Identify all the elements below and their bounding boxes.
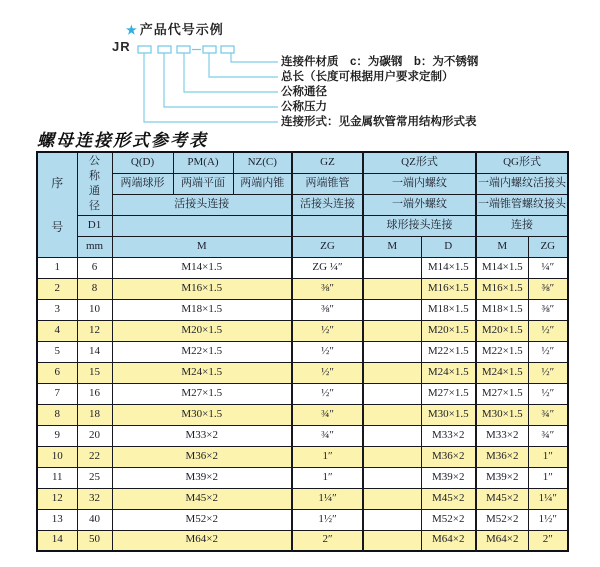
cell-nominal-diameter: 18	[77, 404, 112, 425]
cell-qg-zg: ¾″	[528, 425, 568, 446]
cell-qz-m	[363, 341, 421, 362]
table-row	[37, 488, 568, 509]
cell-qz-m	[363, 425, 421, 446]
cell-m-thread: M52×2	[112, 509, 292, 530]
cell-gz-zg: ⅜″	[292, 278, 363, 299]
header-q-desc: 两端球形	[112, 173, 173, 194]
cell-qz-m	[363, 488, 421, 509]
cell-qz-m	[363, 320, 421, 341]
header-qz-desc1: 一端内螺纹	[363, 173, 476, 194]
cell-qg-m: M45×2	[476, 488, 528, 509]
cell-qz-m	[363, 446, 421, 467]
cell-nominal-diameter: 15	[77, 362, 112, 383]
cell-serial: 14	[37, 530, 77, 551]
cell-gz-zg: 1″	[292, 446, 363, 467]
header-qz-d: D	[421, 236, 476, 257]
cell-nominal-diameter: 50	[77, 530, 112, 551]
cell-qg-zg: ¾″	[528, 404, 568, 425]
cell-serial: 4	[37, 320, 77, 341]
cell-qz-d: M39×2	[421, 467, 476, 488]
header-m-main: M	[112, 236, 292, 257]
cell-qz-d: M16×1.5	[421, 278, 476, 299]
code-box	[158, 46, 171, 53]
cell-qg-zg: ¼″	[528, 257, 568, 278]
cell-serial: 5	[37, 341, 77, 362]
cell-qz-d: M36×2	[421, 446, 476, 467]
header-serial: 序号	[37, 152, 77, 257]
table-title: 螺母连接形式参考表	[37, 131, 208, 151]
header-d1: D1	[77, 215, 112, 236]
table-row	[37, 362, 568, 383]
cell-qg-zg: ½″	[528, 341, 568, 362]
cell-qz-m	[363, 404, 421, 425]
diagram-label-pressure: 公称压力	[281, 101, 327, 113]
cell-qg-zg: ½″	[528, 383, 568, 404]
table-row	[37, 299, 568, 320]
connector-line	[164, 53, 278, 107]
header-qg-desc2: 一端锥管螺纹接头	[476, 194, 568, 215]
cell-qg-m: M52×2	[476, 509, 528, 530]
table-row	[37, 530, 568, 551]
cell-serial: 7	[37, 383, 77, 404]
cell-m-thread: M27×1.5	[112, 383, 292, 404]
cell-qg-m: M22×1.5	[476, 341, 528, 362]
cell-qz-d: M45×2	[421, 488, 476, 509]
cell-serial: 13	[37, 509, 77, 530]
cell-qz-d: M18×1.5	[421, 299, 476, 320]
cell-gz-zg: ZG ¼″	[292, 257, 363, 278]
cell-qg-m: M36×2	[476, 446, 528, 467]
cell-qz-d: M27×1.5	[421, 383, 476, 404]
header-qz-desc2: 一端外螺纹	[363, 194, 476, 215]
cell-qg-m: M24×1.5	[476, 362, 528, 383]
header-blank-m	[112, 215, 292, 236]
code-box	[203, 46, 216, 53]
cell-m-thread: M16×1.5	[112, 278, 292, 299]
cell-qz-d: M64×2	[421, 530, 476, 551]
header-qz-desc3: 球形接头连接	[363, 215, 476, 236]
cell-qg-m: M16×1.5	[476, 278, 528, 299]
header-union-connection: 活接头连接	[112, 194, 292, 215]
cell-nominal-diameter: 25	[77, 467, 112, 488]
cell-nominal-diameter: 14	[77, 341, 112, 362]
header-nominal-diameter: 公称通径	[77, 152, 112, 215]
diagram-label-length: 总长（长度可根据用户要求定制）	[281, 71, 454, 83]
cell-gz-zg: ½″	[292, 341, 363, 362]
cell-nominal-diameter: 32	[77, 488, 112, 509]
cell-gz-zg: ¾″	[292, 425, 363, 446]
cell-qg-zg: ½″	[528, 362, 568, 383]
table-header	[37, 152, 568, 257]
cell-qg-zg: 1½″	[528, 509, 568, 530]
header-col-qg: QG形式	[476, 152, 568, 173]
header-row-3	[37, 194, 568, 215]
header-row-5	[37, 236, 568, 257]
header-zg-main: ZG	[292, 236, 363, 257]
header-qg-desc3: 连接	[476, 215, 568, 236]
cell-qz-m	[363, 362, 421, 383]
cell-qz-d: M20×1.5	[421, 320, 476, 341]
cell-nominal-diameter: 6	[77, 257, 112, 278]
cell-nominal-diameter: 22	[77, 446, 112, 467]
cell-serial: 11	[37, 467, 77, 488]
header-row-2	[37, 173, 568, 194]
code-box	[177, 46, 190, 53]
cell-qz-m	[363, 530, 421, 551]
header-row-4	[37, 215, 568, 236]
cell-serial: 2	[37, 278, 77, 299]
cell-qz-d: M22×1.5	[421, 341, 476, 362]
cell-nominal-diameter: 40	[77, 509, 112, 530]
cell-m-thread: M36×2	[112, 446, 292, 467]
header-col-pm: PM(A)	[173, 152, 233, 173]
cell-qg-zg: ⅜″	[528, 299, 568, 320]
cell-qg-m: M20×1.5	[476, 320, 528, 341]
cell-gz-zg: ½″	[292, 362, 363, 383]
cell-serial: 6	[37, 362, 77, 383]
diagram-label-diameter: 公称通径	[281, 86, 327, 98]
table-row	[37, 341, 568, 362]
header-col-gz: GZ	[292, 152, 363, 173]
cell-qg-zg: 1″	[528, 467, 568, 488]
cell-m-thread: M20×1.5	[112, 320, 292, 341]
cell-gz-zg: 1½″	[292, 509, 363, 530]
header-qg-m: M	[476, 236, 528, 257]
table-row	[37, 404, 568, 425]
cell-qz-d: M33×2	[421, 425, 476, 446]
cell-qz-m	[363, 278, 421, 299]
cell-gz-zg: 1¼″	[292, 488, 363, 509]
cell-qz-m	[363, 383, 421, 404]
cell-nominal-diameter: 10	[77, 299, 112, 320]
cell-serial: 3	[37, 299, 77, 320]
table-row	[37, 425, 568, 446]
nut-connection-table	[36, 151, 569, 552]
cell-qg-zg: 2″	[528, 530, 568, 551]
diagram-title	[126, 19, 224, 38]
cell-qz-m	[363, 299, 421, 320]
table-body	[37, 257, 568, 551]
header-mm: mm	[77, 236, 112, 257]
header-qg-desc1: 一端内螺纹活接头	[476, 173, 568, 194]
cell-m-thread: M45×2	[112, 488, 292, 509]
cell-serial: 1	[37, 257, 77, 278]
cell-serial: 12	[37, 488, 77, 509]
cell-serial: 10	[37, 446, 77, 467]
cell-gz-zg: ½″	[292, 320, 363, 341]
connector-line	[209, 53, 278, 77]
cell-m-thread: M18×1.5	[112, 299, 292, 320]
table-row	[37, 320, 568, 341]
cell-m-thread: M14×1.5	[112, 257, 292, 278]
cell-gz-zg: 2″	[292, 530, 363, 551]
cell-qg-m: M27×1.5	[476, 383, 528, 404]
cell-qg-m: M39×2	[476, 467, 528, 488]
cell-qz-d: M24×1.5	[421, 362, 476, 383]
header-gz-desc: 两端锥管	[292, 173, 363, 194]
header-nz-desc: 两端内锥	[233, 173, 292, 194]
cell-qg-m: M64×2	[476, 530, 528, 551]
cell-m-thread: M33×2	[112, 425, 292, 446]
cell-qz-d: M14×1.5	[421, 257, 476, 278]
cell-qz-m	[363, 257, 421, 278]
star-icon: ★	[126, 23, 138, 37]
cell-qg-zg: ⅜″	[528, 278, 568, 299]
cell-gz-zg: ½″	[292, 383, 363, 404]
table-row	[37, 467, 568, 488]
header-gz-connection: 活接头连接	[292, 194, 363, 215]
diagram-title-text: 产品代号示例	[139, 22, 224, 37]
cell-qg-m: M18×1.5	[476, 299, 528, 320]
cell-m-thread: M64×2	[112, 530, 292, 551]
connector-line	[231, 53, 278, 62]
cell-gz-zg: ⅜″	[292, 299, 363, 320]
header-row-1	[37, 152, 568, 173]
cell-qg-zg: ½″	[528, 320, 568, 341]
table-row	[37, 278, 568, 299]
cell-nominal-diameter: 16	[77, 383, 112, 404]
code-box	[221, 46, 234, 53]
cell-m-thread: M39×2	[112, 467, 292, 488]
cell-m-thread: M22×1.5	[112, 341, 292, 362]
cell-nominal-diameter: 20	[77, 425, 112, 446]
cell-m-thread: M24×1.5	[112, 362, 292, 383]
header-col-nz: NZ(C)	[233, 152, 292, 173]
cell-serial: 8	[37, 404, 77, 425]
cell-qz-m	[363, 509, 421, 530]
cell-gz-zg: 1″	[292, 467, 363, 488]
header-pm-desc: 两端平面	[173, 173, 233, 194]
cell-qg-m: M33×2	[476, 425, 528, 446]
header-col-q: Q(D)	[112, 152, 173, 173]
cell-serial: 9	[37, 425, 77, 446]
cell-nominal-diameter: 12	[77, 320, 112, 341]
diagram-label-connection: 连接形式：见金属软管常用结构形式表	[281, 116, 477, 128]
cell-qg-zg: 1¼″	[528, 488, 568, 509]
cell-qg-m: M14×1.5	[476, 257, 528, 278]
code-prefix: JR	[112, 39, 131, 54]
cell-qg-zg: 1″	[528, 446, 568, 467]
cell-qz-m	[363, 467, 421, 488]
cell-gz-zg: ¾″	[292, 404, 363, 425]
header-qg-zg: ZG	[528, 236, 568, 257]
code-box	[138, 46, 151, 53]
cell-nominal-diameter: 8	[77, 278, 112, 299]
cell-qz-d: M52×2	[421, 509, 476, 530]
cell-qz-d: M30×1.5	[421, 404, 476, 425]
table-row	[37, 257, 568, 278]
diagram-label-material: 连接件材质 c：为碳钢 b：为不锈钢	[281, 56, 479, 68]
table-row	[37, 383, 568, 404]
header-col-qz: QZ形式	[363, 152, 476, 173]
header-qz-m: M	[363, 236, 421, 257]
table-row	[37, 446, 568, 467]
cell-m-thread: M30×1.5	[112, 404, 292, 425]
cell-qg-m: M30×1.5	[476, 404, 528, 425]
header-blank-gz	[292, 215, 363, 236]
table-row	[37, 509, 568, 530]
